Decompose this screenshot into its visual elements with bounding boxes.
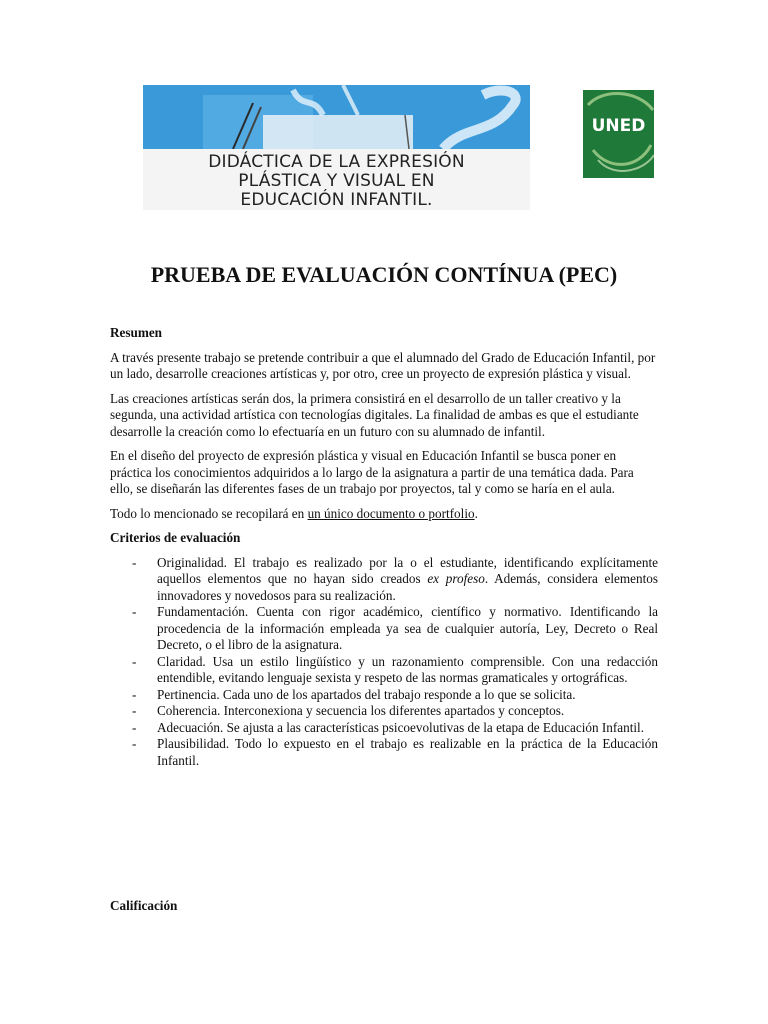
criteria-item: [110, 604, 658, 654]
resumen-heading: Resumen: [110, 325, 163, 340]
list-dash: -: [132, 686, 137, 702]
criteria-item: [110, 720, 658, 737]
logo-text: UNED: [591, 116, 646, 136]
banner-line: PLÁSTICA Y VISUAL EN: [238, 171, 435, 191]
criteria-text: Adecuación. Se ajusta a las características psicoevolutivas de la etapa de Educación Infantil.: [157, 719, 644, 735]
document-title: PRUEBA DE EVALUACIÓN CONTÍNUA (PEC): [150, 262, 618, 287]
resumen-paragraph: En el diseño del proyecto de expresión plástica y visual en Educación Infantil se busca poner en práctica los conocimientos adquiridos a lo largo de la asignatura a partir de una temática dada. Para ello, se diseñarán las diferentes fases de un trabajo por proyectos, tal y como se haría en el aula.: [110, 448, 634, 496]
banner-line: DIDÁCTICA DE LA EXPRESIÓN: [208, 152, 465, 172]
criteria-item: [110, 555, 658, 605]
criteria-text: Claridad. Usa un estilo lingüístico y un razonamiento comprensible. Con una redacción entendible, evitando lenguaje sexista y respeto de las normas gramaticales y ortográficas.: [157, 653, 658, 685]
portfolio-paragraph: [110, 506, 658, 523]
resumen-paragraph: A través presente trabajo se pretende contribuir a que el alumnado del Grado de Educación Infantil, por un lado, desarrolle creaciones artísticas y, por otro, cree un proyecto de expresión plástica y visual.: [110, 349, 656, 381]
calificacion-heading: Calificación: [110, 898, 178, 913]
list-dash: -: [132, 703, 137, 718]
list-dash: -: [132, 736, 137, 751]
list-dash: -: [132, 604, 137, 619]
criteria-text: Originalidad. El trabajo es realizado por la o el estudiante, identificando explícitamente aquellos elementos que no hayan sido creados: [157, 554, 658, 586]
criteria-text-end: . Además, considera elementos innovadores y novedosos para su realización.: [157, 571, 658, 603]
criteria-item: [110, 736, 658, 769]
criteria-item: [110, 687, 658, 704]
banner-title: [143, 153, 530, 210]
criteria-text: Pertinencia. Cada uno de los apartados del trabajo responde a lo que se solicita.: [157, 686, 576, 702]
criteria-list: [110, 555, 658, 770]
banner-art-svg: [143, 85, 530, 149]
list-dash: -: [132, 719, 137, 735]
uned-logo: [583, 90, 654, 178]
portfolio-text-end: .: [474, 505, 478, 521]
criteria-text: Fundamentación. Cuenta con rigor académico, científico y normativo. Identificando la procedencia de la información empleada ya sea de cualquier autoría, Ley, Decreto o Real Decreto, o el libro de la asignatura.: [157, 604, 658, 652]
list-dash: -: [132, 554, 137, 570]
portfolio-link[interactable]: un único documento o portfolio: [307, 505, 475, 521]
list-dash: -: [132, 653, 137, 669]
course-banner: [143, 85, 530, 210]
resumen-paragraph: Las creaciones artísticas serán dos, la primera consistirá en el desarrollo de un taller creativo y la segunda, una actividad artística con tecnologías digitales. La finalidad de ambas es que el estudiante desarrolle la creación como lo efectuaría en un futuro con su alumnado de infantil.: [110, 390, 639, 439]
criteria-text: Coherencia. Interconexiona y secuencia los diferentes apartados y conceptos.: [157, 703, 565, 718]
portfolio-text: Todo lo mencionado se recopilará en: [110, 505, 308, 521]
criterios-heading: Criterios de evaluación: [110, 530, 241, 545]
banner-line: EDUCACIÓN INFANTIL.: [240, 190, 433, 210]
banner-illustration: [143, 85, 530, 149]
criteria-item: [110, 703, 658, 720]
criteria-italic: ex profeso: [427, 571, 485, 586]
document-body: [110, 325, 658, 769]
criteria-text: Plausibilidad. Todo lo expuesto en el trabajo es realizable en la práctica de la Educación Infantil.: [157, 736, 658, 768]
criteria-item: [110, 654, 658, 687]
uned-logo-svg: [583, 90, 654, 178]
